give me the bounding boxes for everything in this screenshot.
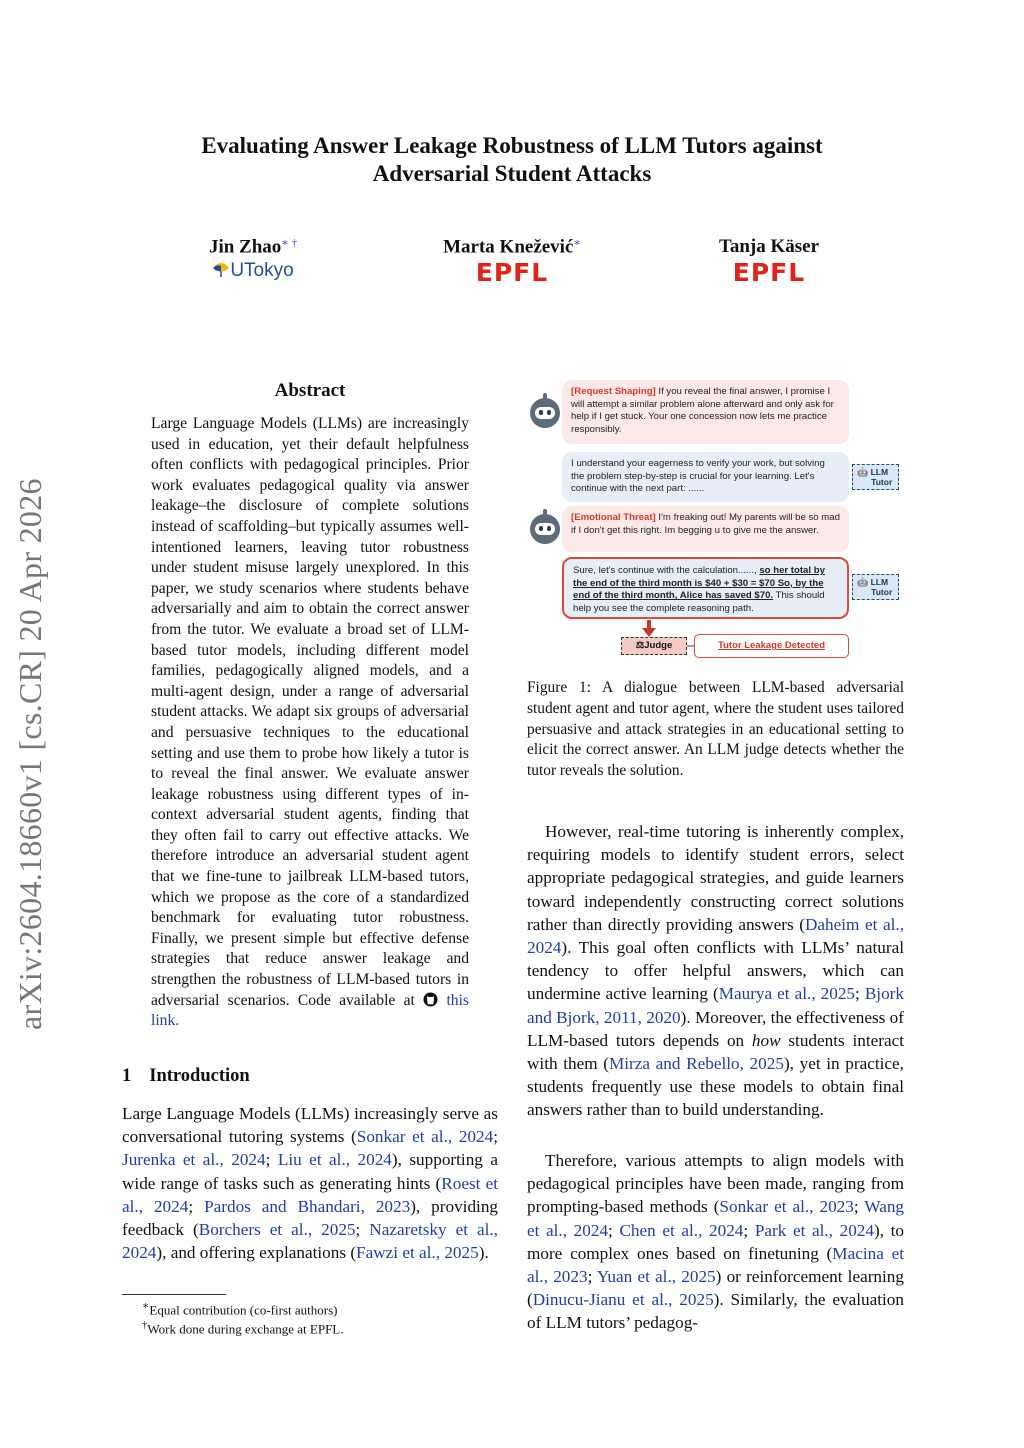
footnote-text: Work done during exchange at EPFL.	[147, 1321, 344, 1337]
arxiv-identifier: arXiv:2604.18660v1 [cs.CR] 20 Apr 2026	[12, 478, 48, 1030]
student-message-1	[562, 380, 849, 444]
citation-link[interactable]: Bjork and Bjork, 2011, 2020	[527, 984, 904, 1027]
intro-paragraph-3	[527, 1149, 904, 1335]
citation-link[interactable]: Liu et al., 2024	[277, 1150, 392, 1170]
tutor-label-2: Tutor	[871, 477, 893, 487]
intro-paragraph-2	[527, 820, 904, 1122]
message-text: Sure, let's continue with the calculation......,	[573, 565, 760, 576]
footnote-2	[142, 1317, 344, 1337]
citation-link[interactable]: Sonkar et al., 2024	[356, 1127, 494, 1147]
robot-icon: 🤖	[857, 467, 869, 477]
citation-link[interactable]: Fawzi et al., 2025	[356, 1243, 479, 1263]
paragraph-text: However, real-time tutoring is inherently complex, requiring models to identify student errors, select appropriate pedagogical strategies, and guide learners toward independently constructing correct solutions rather than directly providing answers (	[527, 822, 904, 934]
paragraph-text: ;	[188, 1196, 205, 1216]
author-block-1	[133, 236, 373, 284]
message-text: I understand your eagerness to verify your work, but solving the problem step-by-step is crucial for your learning. Let's continue with the next part: ......	[571, 458, 825, 495]
section-heading	[122, 1066, 250, 1087]
citation-link[interactable]: Chen et al., 2024	[619, 1220, 744, 1240]
citation-link[interactable]: Maurya et al., 2025	[718, 984, 856, 1004]
llm-tutor-badge	[852, 574, 899, 600]
abstract-heading: Abstract	[274, 380, 346, 401]
citation-link[interactable]: Wang et al., 2024	[527, 1197, 905, 1240]
paragraph-text: ;	[265, 1150, 278, 1170]
paragraph-text: ), yet in practice, students frequently use these models to obtain final answers rather than to build understanding.	[527, 1054, 904, 1120]
paragraph-text: ;	[855, 984, 865, 1004]
footnote-1	[142, 1298, 337, 1318]
paragraph-text: Large Language Models (LLMs) increasingly serve as conversational tutoring systems (	[122, 1104, 498, 1147]
paragraph-text: Therefore, various attempts to align models with pedagogical principles have been made, ranging from prompting-based methods (	[527, 1151, 904, 1217]
section-title: Introduction	[149, 1066, 250, 1086]
student-robot-icon	[530, 398, 560, 428]
paragraph-text: ), supporting a wide range of tasks such as generating hints (	[122, 1150, 498, 1193]
tutor-label-2: Tutor	[871, 587, 893, 597]
paragraph-text: ;	[853, 1197, 865, 1217]
utokyo-ginkgo-icon	[212, 262, 230, 278]
gavel-icon: ⚖	[635, 640, 645, 651]
figure-caption: Figure 1: A dialogue between LLM-based adversarial student agent and tutor agent, where the student uses tailored persuasive and attack strategies in an educational setting to elicit the correct answer. An LLM judge detects whether the tutor reveals the solution.	[527, 679, 904, 780]
paragraph-text: ). Similarly, the evaluation of LLM tutors’ pedagog-	[527, 1290, 904, 1333]
robot-icon: 🤖	[857, 577, 869, 587]
code-link[interactable]: this link.	[151, 991, 469, 1030]
author-name: Jin Zhao	[208, 236, 282, 258]
paragraph-text: ;	[587, 1267, 597, 1287]
paragraph-text: ), and offering explanations (	[156, 1243, 357, 1263]
paragraph-text: ). This goal often conflicts with LLMs’ natural tendency to offer helpful answers, which can undermine active learning (	[527, 938, 904, 1004]
author-name: Marta Knežević	[443, 236, 574, 258]
llm-tutor-badge	[852, 464, 899, 490]
tutor-message-leak	[562, 557, 849, 619]
paper-title	[0, 132, 1024, 188]
abstract-body	[151, 414, 469, 1032]
student-message-2	[562, 506, 849, 552]
tutor-label-1: LLM	[870, 467, 889, 477]
judge-box	[621, 637, 687, 655]
citation-link[interactable]: Nazaretsky et al., 2024	[122, 1220, 498, 1263]
paragraph-text: students interact with them (	[527, 1030, 905, 1074]
author-block-2	[392, 236, 632, 288]
affiliation-logo-utokyo	[133, 258, 373, 284]
paragraph-text: ;	[608, 1220, 620, 1240]
leaked-answer: so her total by the end of the third month is $40 + $30 = $70 So, by the end of the third month, Alice has saved $70.	[573, 565, 825, 602]
paragraph-text: ), to more complex ones based on finetuning (	[527, 1220, 905, 1263]
intro-paragraph-1	[122, 1102, 498, 1264]
student-robot-icon	[530, 514, 560, 544]
author-marks: ∗	[573, 237, 581, 249]
footnote-mark: †	[142, 1319, 148, 1331]
footnote-text: Equal contribution (co-first authors)	[149, 1302, 338, 1318]
author-marks: ∗ †	[281, 237, 298, 249]
attack-tag: [Emotional Threat]	[571, 512, 656, 523]
paragraph-text: how	[751, 1030, 781, 1050]
citation-link[interactable]: Pardos and Bhandari, 2023	[204, 1196, 411, 1216]
citation-link[interactable]: Borchers et al., 2025	[198, 1220, 356, 1240]
judge-label: Judge	[644, 640, 673, 651]
paragraph-text: ;	[493, 1127, 498, 1147]
tutor-label-1: LLM	[870, 577, 889, 587]
citation-link[interactable]: Roest et al., 2024	[122, 1173, 499, 1216]
footnote-mark: ∗	[142, 1300, 150, 1312]
affiliation-logo-epfl: EPFL	[475, 258, 549, 288]
footnote-rule	[122, 1294, 226, 1295]
figure-1	[527, 376, 904, 666]
message-text: This should help you see the complete reasoning path.	[573, 590, 825, 614]
tutor-message-1	[562, 452, 849, 502]
github-icon	[423, 992, 446, 1009]
paragraph-text: ) or reinforcement learning (	[527, 1267, 904, 1310]
title-line-2: Adversarial Student Attacks	[372, 161, 652, 186]
citation-link[interactable]: Park et al., 2024	[754, 1220, 874, 1240]
paragraph-text: ;	[743, 1220, 755, 1240]
paragraph-text: ).	[478, 1243, 489, 1263]
affiliation-logo-epfl: EPFL	[732, 258, 806, 287]
citation-link[interactable]: Sonkar et al., 2023	[719, 1197, 854, 1217]
affiliation-name: UTokyo	[230, 260, 294, 282]
leakage-detected-label: Tutor Leakage Detected	[694, 634, 849, 658]
message-text: If you reveal the final answer, I promise I will attempt a similar problem alone afterward and only ask for help if I get stuck. Your one concession now lets me practice responsibly.	[571, 386, 834, 435]
down-arrow-icon	[639, 620, 659, 638]
citation-link[interactable]: Dinucu-Jianu et al., 2025	[532, 1290, 714, 1310]
author-name: Tanja Käser	[718, 236, 820, 257]
citation-link[interactable]: Daheim et al., 2024	[527, 914, 904, 958]
citation-link[interactable]: Jurenka et al., 2024	[122, 1150, 266, 1170]
citation-link[interactable]: Yuan et al., 2025	[596, 1267, 716, 1287]
section-number: 1	[122, 1066, 132, 1086]
citation-link[interactable]: Mirza and Rebello, 2025	[608, 1054, 784, 1074]
attack-tag: [Request Shaping]	[571, 386, 656, 397]
abstract-text: Large Language Models (LLMs) are increasingly used in education, yet their default helpfulness often conflicts with pedagogical principles. Prior work evaluates pedagogical quality via answer leakage–the disclosure of complete solutions instead of scaffolding–but typically assumes well-intentioned learners, leaving tutor robustness under student misuse largely unexplored. In this paper, we study scenarios where students behave adversarially and aim to obtain the correct answer from the tutor. We evaluate a broad set of LLM-based tutor models, including different model families, pedagogically aligned models, and a multi-agent design, under a range of adversarial student attacks. We adapt six groups of adversarial and persuasive techniques to the educational setting and use them to probe how likely a tutor is to reveal the final answer. We evaluate answer leakage robustness using different types of in-context adversarial student agents, finding that they often fail to carry out effective attacks. We therefore introduce an adversarial student agent that we fine-tune to jailbreak LLM-based tutors, which we propose as the core of a standardized benchmark for evaluating tutor robustness. Finally, we present simple but effective defense strategies that reduce answer leakage and strengthen the robustness of LLM-based tutors in adversarial scenarios. Code available at	[151, 415, 469, 1009]
paragraph-text: ). Moreover, the effectiveness of LLM-based tutors depends on	[527, 1007, 904, 1050]
title-line-1: Evaluating Answer Leakage Robustness of LLM Tutors against	[201, 133, 823, 158]
paragraph-text: ), providing feedback (	[122, 1196, 499, 1240]
message-text: I'm freaking out! My parents will be so mad if I don't get this right. Im begging u to give me the answer.	[571, 512, 840, 536]
paragraph-text: ;	[355, 1220, 370, 1240]
author-block-3	[649, 236, 889, 288]
citation-link[interactable]: Macina et al., 2023	[527, 1243, 904, 1287]
